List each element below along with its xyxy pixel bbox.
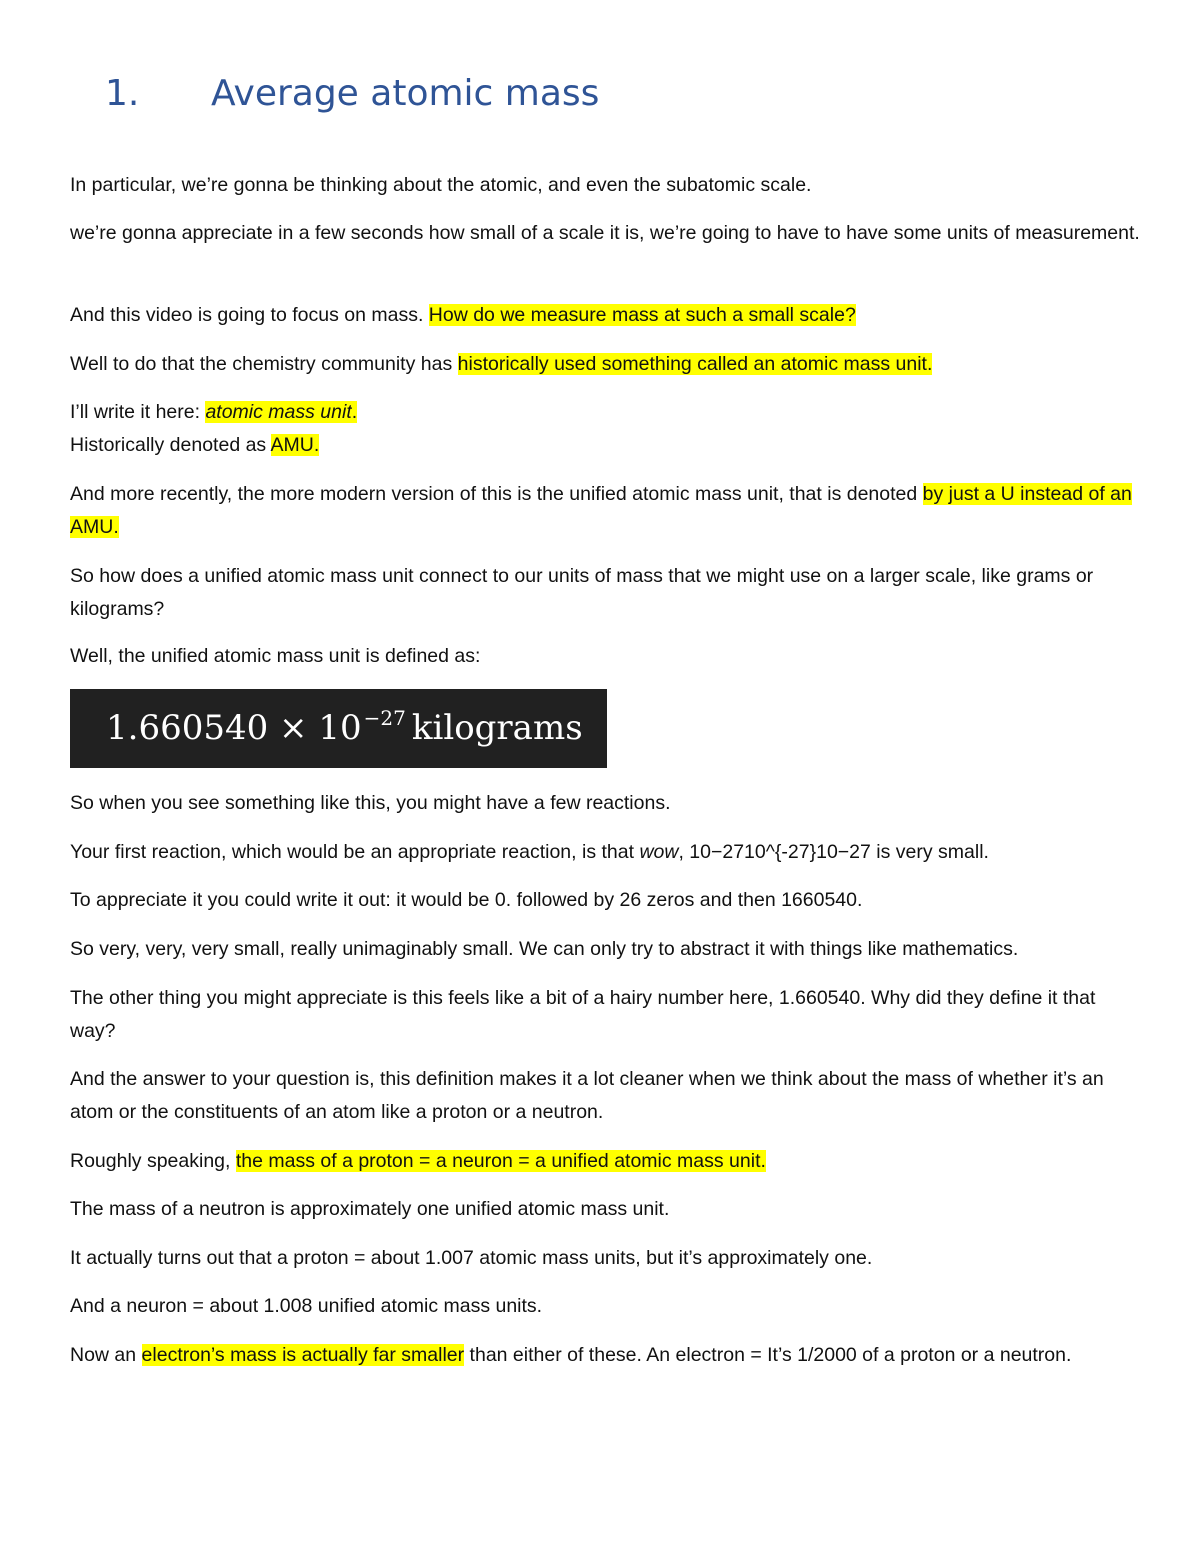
text-run: And more recently, the more modern version of this is the unified atomic mass unit, that is denoted bbox=[70, 483, 923, 505]
highlighted-text: . bbox=[351, 401, 358, 423]
formula-times: × bbox=[279, 708, 308, 748]
text-run: Historically denoted as bbox=[70, 434, 271, 456]
paragraph: It actually turns out that a proton = about 1.007 atomic mass units, but it’s approximately one. bbox=[70, 1247, 873, 1269]
highlighted-text: by just a U instead of an AMU. bbox=[70, 483, 1132, 538]
text-run: I’ll write it here: bbox=[70, 401, 206, 423]
paragraph bbox=[70, 478, 1140, 544]
paragraph bbox=[70, 348, 1140, 381]
paragraph: The other thing you might appreciate is this feels like a bit of a hairy number here, 1.660540. Why did they define it that way? bbox=[70, 987, 1096, 1042]
highlighted-text: AMU. bbox=[270, 434, 320, 456]
paragraph bbox=[70, 299, 1140, 332]
highlighted-text: historically used something called an atomic mass unit. bbox=[457, 353, 933, 375]
paragraph bbox=[70, 1339, 1140, 1372]
text-run: Your first reaction, which would be an appropriate reaction, is that bbox=[70, 841, 640, 863]
paragraph bbox=[70, 1145, 1140, 1178]
paragraph: we’re gonna appreciate in a few seconds how small of a scale it is, we’re going to have to have some units of measurement. bbox=[70, 222, 1140, 244]
section-heading bbox=[105, 70, 599, 118]
paragraph: In particular, we’re gonna be thinking about the atomic, and even the subatomic scale. bbox=[70, 174, 812, 196]
formula-base: 10 bbox=[318, 708, 362, 748]
highlighted-text: the mass of a proton = a neuron = a unified atomic mass unit. bbox=[235, 1150, 766, 1172]
text-run: Now an bbox=[70, 1344, 142, 1366]
text-run: than either of these. An electron = It’s 1/2000 of a proton or a neutron. bbox=[464, 1344, 1072, 1366]
text-run: Roughly speaking, bbox=[70, 1150, 236, 1172]
heading-title: Average atomic mass bbox=[211, 73, 600, 114]
text-run: And this video is going to focus on mass. bbox=[70, 304, 429, 326]
paragraph: To appreciate it you could write it out: it would be 0. followed by 26 zeros and then 1660540. bbox=[70, 889, 863, 911]
paragraph: The mass of a neutron is approximately one unified atomic mass unit. bbox=[70, 1198, 670, 1220]
highlighted-italic-text: atomic mass unit bbox=[205, 401, 352, 423]
formula-image bbox=[70, 689, 607, 768]
paragraph: So when you see something like this, you might have a few reactions. bbox=[70, 792, 671, 814]
paragraph bbox=[70, 396, 1140, 429]
formula-exponent: −27 bbox=[363, 706, 406, 730]
paragraph: And a neuron = about 1.008 unified atomic mass units. bbox=[70, 1295, 543, 1317]
highlighted-text: How do we measure mass at such a small scale? bbox=[428, 304, 856, 326]
paragraph: Well, the unified atomic mass unit is defined as: bbox=[70, 645, 481, 667]
paragraph: And the answer to your question is, this definition makes it a lot cleaner when we think about the mass of whether it’s an atom or the constituents of an atom like a proton or a neutron. bbox=[70, 1068, 1104, 1123]
paragraph bbox=[70, 429, 1140, 462]
paragraph: So very, very, very small, really unimaginably small. We can only try to abstract it with things like mathematics. bbox=[70, 938, 1019, 960]
italic-text: wow bbox=[639, 841, 679, 863]
paragraph: So how does a unified atomic mass unit connect to our units of mass that we might use on a larger scale, like grams or kilograms? bbox=[70, 565, 1094, 620]
formula-unit: kilograms bbox=[411, 708, 583, 748]
highlighted-text: electron’s mass is actually far smaller bbox=[141, 1344, 465, 1366]
heading-number: 1. bbox=[105, 73, 140, 114]
paragraph bbox=[70, 836, 1140, 869]
text-run: Well to do that the chemistry community has bbox=[70, 353, 458, 375]
text-run: , 10−2710^{-27}10−27 is very small. bbox=[678, 841, 989, 863]
formula-mantissa: 1.660540 bbox=[106, 708, 269, 748]
